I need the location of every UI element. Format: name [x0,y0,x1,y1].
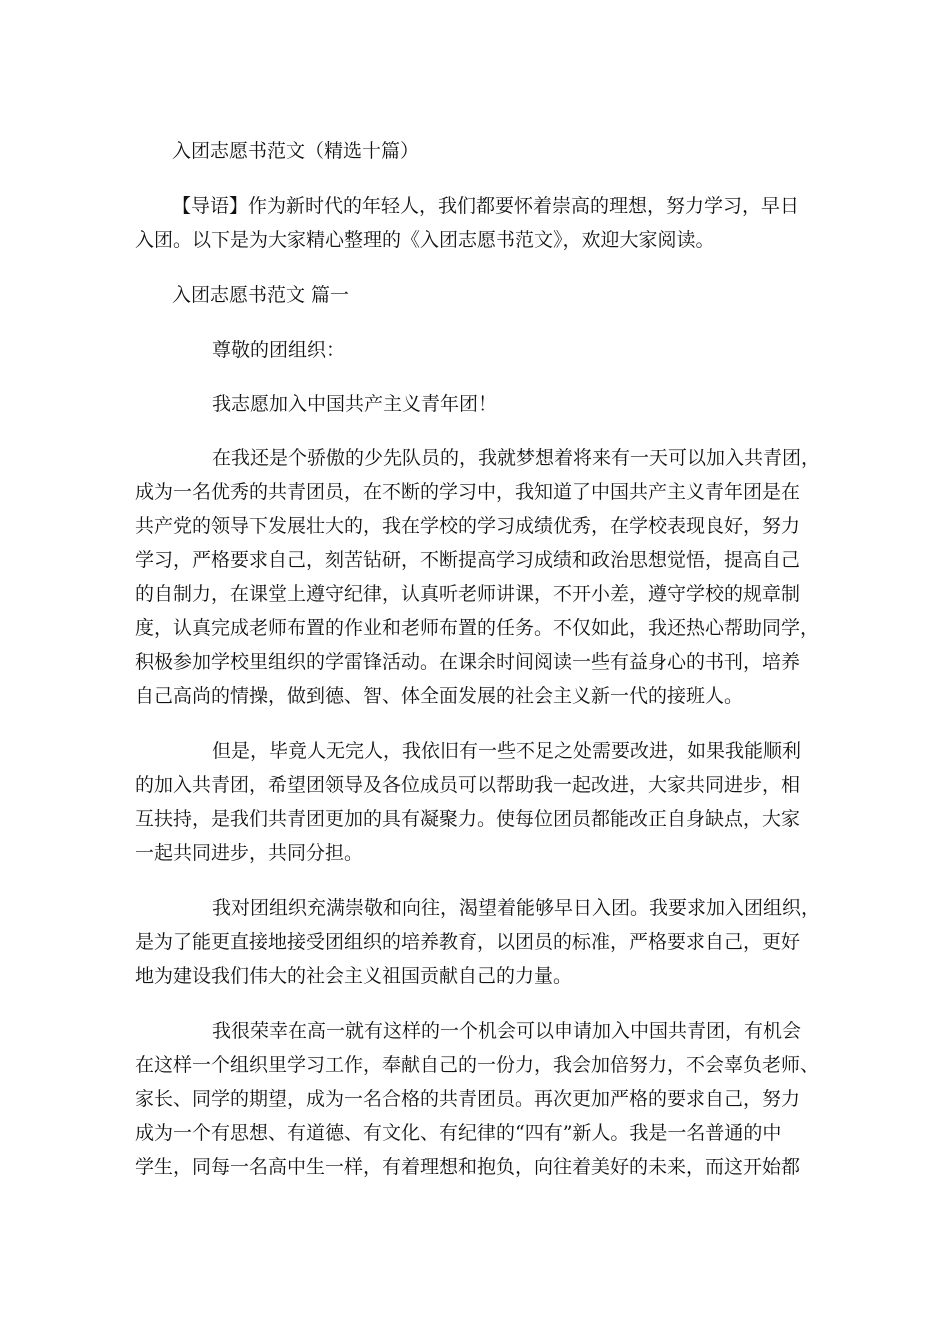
salutation: 尊敬的团组织： [212,339,346,361]
paragraph-line: 是为了能更直接地接受团组织的培养教育，以团员的标准，严格要求自己，更好 [135,931,801,953]
paragraph-line: 共产党的领导下发展壮大的，我在学校的学习成绩优秀，在学校表现良好，努力 [135,515,801,537]
paragraph-line: 地为建设我们伟大的社会主义祖国贡献自己的力量。 [135,965,573,987]
paragraph-line: 但是，毕竟人无完人，我依旧有一些不足之处需要改进，如果我能顺利 [212,740,802,762]
intro-line: 【导语】作为新时代的年轻人，我们都要怀着崇高的理想，努力学习，早日 [172,195,800,217]
paragraph-line: 积极参加学校里组织的学雷锋活动。在课余时间阅读一些有益身心的书刊，培养 [135,651,801,673]
paragraph-line: 学习，严格要求自己，刻苦钻研，不断提高学习成绩和政治思想觉悟，提高自己 [135,549,801,571]
intro-line: 入团。以下是为大家精心整理的《入团志愿书范文》，欢迎大家阅读。 [135,229,715,251]
paragraph-line: 在这样一个组织里学习工作，奉献自己的一份力，我会加倍努力，不会辜负老师、 [135,1054,820,1076]
document-title: 入团志愿书范文（精选十篇） [172,140,420,162]
paragraph-line: 自己高尚的情操，做到德、智、体全面发展的社会主义新一代的接班人。 [135,685,744,707]
paragraph-line: 我很荣幸在高一就有这样的一个机会可以申请加入中国共青团，有机会 [212,1020,802,1042]
paragraph-line: 在我还是个骄傲的少先队员的，我就梦想着将来有一天可以加入共青团， [212,447,821,469]
paragraph-line: 成为一名优秀的共青团员，在不断的学习中，我知道了中国共产主义青年团是在 [135,481,801,503]
paragraph-line: 成为一个有思想、有道德、有文化、有纪律的“四有”新人。我是一名普通的中 [135,1122,782,1144]
paragraph-line: 的自制力，在课堂上遵守纪律，认真听老师讲课，不开小差，遵守学校的规章制 [135,583,801,605]
paragraph-line: 学生，同每一名高中生一样，有着理想和抱负，向往着美好的未来，而这开始都 [135,1156,801,1178]
paragraph-line: 度，认真完成老师布置的作业和老师布置的任务。不仅如此，我还热心帮助同学， [135,617,820,639]
section-title: 入团志愿书范文 篇一 [172,284,350,306]
paragraph-line: 的加入共青团，希望团领导及各位成员可以帮助我一起改进，大家共同进步，相 [135,774,801,796]
paragraph-line: 互扶持，是我们共青团更加的具有凝聚力。使每位团员都能改正自身缺点，大家 [135,808,801,830]
paragraph-line: 家长、同学的期望，成为一名合格的共青团员。再次更加严格的要求自己，努力 [135,1088,801,1110]
declaration: 我志愿加入中国共产主义青年团！ [212,393,498,415]
paragraph-line: 我对团组织充满崇敬和向往，渴望着能够早日入团。我要求加入团组织， [212,897,821,919]
paragraph-line: 一起共同进步，共同分担。 [135,842,364,864]
